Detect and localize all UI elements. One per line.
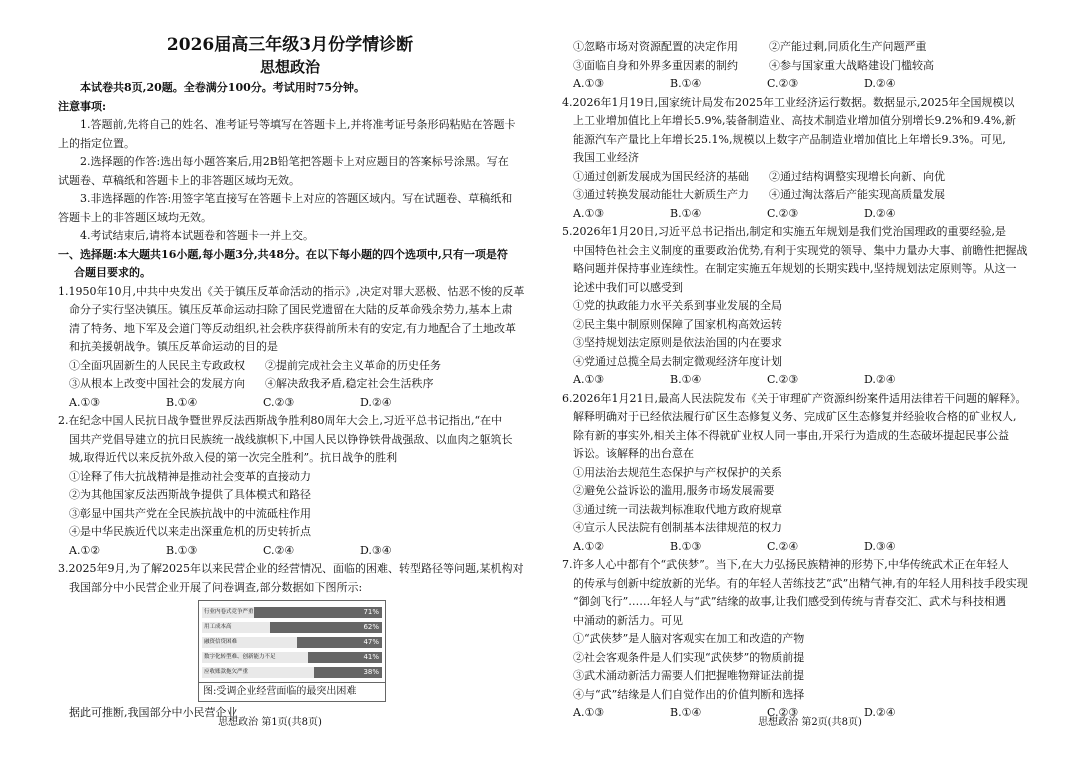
question-stem: 能源汽车产量比上年增长25.1%,规模以上数字产品制造业增加值比上年增长9.3%。可见, — [573, 132, 1006, 146]
statement-item: ④通过淘汰落后产能实现高质量发展 — [769, 188, 945, 201]
statement-item: ③通过统一司法裁判标准取代地方政府规章 — [573, 502, 782, 516]
chart-value-label: 47% — [363, 638, 379, 646]
question-stem: 略问题并保持事业连续性。在制定实施五年规划的长期实践中,坚持规划法定原则等。从这一 — [573, 262, 1017, 275]
statement-item: ③武术涌动新活力需要人们把握唯物辩证法前提 — [573, 669, 804, 682]
statement-item: ①诠释了伟大抗战精神是推动社会变革的直接动力 — [69, 469, 311, 483]
statement-item: ③从根本上改变中国社会的发展方向 — [69, 377, 245, 390]
statement-item: ①党的执政能力水平关系到事业发展的全局 — [573, 299, 782, 312]
statement-item: ②产能过剩,同质化生产问题严重 — [769, 40, 927, 53]
notice-line: 2.选择题的作答:选出每小题答案后,用2B铅笔把答题卡上对应题目的答案标号涂黑。写在 — [80, 155, 509, 168]
option-d: D.②④ — [864, 206, 896, 220]
exam-info: 本试卷共8页,20题。全卷满分100分。考试用时75分钟。 — [80, 81, 366, 94]
statement-item: ③通过转换发展动能壮大新质生产力 — [573, 188, 749, 201]
question-stem: 命分子实行坚决镇压。镇压反革命运动扫除了国民党遗留在大陆的反革命残余势力,基本上肃 — [69, 303, 513, 316]
question-stem: 清了特务、地下军及会道门等反动组织,社会秩序获得前所未有的安定,有力地配合了土地改革 — [69, 321, 516, 335]
chart-category-label: 应收账款拖欠严重 — [204, 669, 249, 675]
answer-options — [562, 75, 1050, 94]
statement-item: ③彰显中国共产党在全民族抗战中的中流砥柱作用 — [69, 506, 311, 520]
question-stem: 我国工业经济 — [573, 151, 639, 164]
section-heading: 合题目要求的。 — [74, 266, 151, 279]
chart-bar-row — [202, 637, 382, 648]
question-stem: 的传承与创新中绽放新的光华。有的年轻人苦练技艺“武”出精气神,有的年轻人用科技手段实现 — [573, 576, 1028, 590]
option-c: C.②③ — [263, 395, 295, 409]
option-a: A.①③ — [69, 395, 101, 409]
chart-caption: 图:受调企业经营面临的最突出困难 — [199, 682, 385, 701]
page-2 — [540, 0, 1080, 764]
question-1 — [58, 283, 525, 413]
question-stem: 7.许多人心中都有个“武侠梦”。当下,在大力弘扬民族精神的形势下,中华传统武术正在年轻人 — [562, 558, 1009, 571]
statement-item: ④参与国家重大战略建设门槛较高 — [769, 58, 934, 72]
option-d: D.③④ — [360, 543, 392, 557]
question-stem: “御剑飞行”……年轻人与“武”结缘的故事,让我们感受到传统与青春交汇、武术与科技相遇 — [573, 595, 1006, 608]
option-b: B.①③ — [166, 543, 198, 557]
option-a: A.①③ — [573, 373, 605, 386]
chart-category-label: 用工成本高 — [204, 624, 232, 630]
statement-item: ①通过创新发展成为国民经济的基础 — [573, 169, 749, 183]
statement-item: ④解决敌我矛盾,稳定社会生活秩序 — [265, 377, 434, 390]
question-5 — [562, 223, 1050, 390]
answer-options — [58, 394, 522, 413]
question-stem: 4.2026年1月19日,国家统计局发布2025年工业经济运行数据。数据显示,2025年全国规模以 — [562, 95, 1015, 109]
option-d: D.③④ — [864, 539, 896, 553]
option-b: B.①④ — [670, 77, 702, 90]
statement-row — [58, 357, 522, 376]
notice-heading: 注意事项: — [58, 99, 107, 113]
statement-row — [58, 375, 522, 394]
question-stem: 6.2026年1月21日,最高人民法院发布《关于审理矿产资源纠纷案件适用法律若干问题的解释》。 — [562, 391, 1027, 405]
option-c: C.②③ — [767, 373, 799, 386]
option-d: D.②④ — [864, 77, 896, 90]
question-stem: 5.2026年1月20日,习近平总书记指出,制定和实施五年规划是我们党治国理政的重要经验,是 — [562, 225, 1006, 238]
option-a: A.①③ — [573, 77, 605, 90]
statement-item: ②为其他国家反法西斯战争提供了具体模式和路径 — [69, 488, 311, 501]
difficulty-bar-chart — [198, 600, 386, 702]
option-c: C.②③ — [767, 706, 799, 719]
chart-bars — [202, 607, 382, 678]
question-stem: 我国部分中小民营企业开展了问卷调查,部分数据如下图所示: — [69, 580, 363, 594]
statement-item: ②社会客观条件是人们实现“武侠梦”的物质前提 — [573, 650, 805, 664]
notice-line: 上的指定位置。 — [58, 136, 135, 150]
question-stem: 中国特色社会主义制度的重要政治优势,有利于实现党的领导、集中力量办大事、前瞻性把握战 — [573, 243, 1028, 257]
statement-item: ③面临自身和外界多重因素的制约 — [573, 58, 738, 72]
question-stem: 中涌动的新活力。可见 — [573, 613, 683, 627]
statement-item: ④是中华民族近代以来走出深重危机的历史转折点 — [69, 525, 311, 538]
question-3 — [58, 560, 522, 723]
option-d: D.②④ — [360, 395, 392, 409]
question-4 — [562, 94, 1050, 224]
option-b: B.①④ — [670, 206, 702, 220]
question-stem: 1.1950年10月,中共中央发出《关于镇压反革命活动的指示》,决定对罪大恶极、怙恶不悛的反革 — [58, 284, 525, 298]
page-footer: 思想政治 第2页(共8页) — [758, 717, 862, 728]
exam-title: 2026届高三年级3月份学情诊断 — [166, 35, 414, 55]
section-heading: 一、选择题:本大题共16小题,每小题3分,共48分。在以下每小题的四个选项中,只有一项是符 — [58, 247, 508, 261]
question-stem: 3.2025年9月,为了解2025年以来民营企业的经营情况、面临的困难、转型路径等问题,某机构对 — [58, 562, 524, 575]
statement-item: ①“武侠梦”是人脑对客观实在加工和改造的产物 — [573, 632, 805, 645]
question-6 — [562, 390, 1050, 557]
answer-options — [562, 538, 1050, 557]
notice-line: 1.答题前,先将自己的姓名、准考证号等填写在答题卡上,并将准考证号条形码粘贴在答题卡 — [80, 118, 516, 131]
option-c: C.②④ — [767, 539, 799, 553]
question-stem: 和抗美援朝战争。镇压反革命运动的目的是 — [69, 340, 278, 353]
chart-category-label: 数字化转型难、创新能力不足 — [204, 654, 276, 660]
option-d: D.②④ — [864, 706, 896, 719]
chart-value-label: 71% — [363, 608, 379, 616]
chart-bar-row — [202, 667, 382, 678]
statement-item: ②提前完成社会主义革命的历史任务 — [265, 358, 441, 372]
chart-bar-row — [202, 607, 382, 618]
question-stem: 诉讼。该解释的出台意在 — [573, 447, 694, 460]
statement-item: ④与“武”结缘是人们自觉作出的价值判断和选择 — [573, 687, 805, 701]
option-b: B.①④ — [166, 395, 198, 409]
question-stem: 论述中我们可以感受到 — [573, 280, 683, 294]
answer-options — [562, 371, 1050, 390]
statement-item: ②通过结构调整实现增长向新、向优 — [769, 169, 945, 183]
option-a: A.①② — [69, 543, 101, 557]
chart-value-label: 38% — [363, 668, 379, 676]
statement-item: ③坚持规划法定原则是依法治国的内在要求 — [573, 336, 782, 349]
option-c: C.②④ — [263, 543, 295, 557]
question-stem: 除有新的事实外,相关主体不得就矿业权人同一事由,开采行为造成的生态破坏提起民事公益 — [573, 428, 1009, 442]
question-stem: 据此可推断,我国部分中小民营企业 — [69, 706, 238, 719]
question-stem: 城,取得近代以来反抗外敌入侵的第一次完全胜利”。抗日战争的胜利 — [69, 451, 398, 464]
question-stem: 解释明确对于已经依法履行矿区生态修复义务、完成矿区生态修复并经验收合格的矿业权人, — [573, 410, 1017, 423]
option-b: B.①③ — [670, 539, 702, 553]
chart-bar-row — [202, 622, 382, 633]
option-c: C.②③ — [767, 206, 799, 220]
statement-item: ①全面巩固新生的人民民主专政政权 — [69, 358, 245, 372]
chart-bar-row — [202, 652, 382, 663]
statement-item: ②民主集中制原则保障了国家机构高效运转 — [573, 317, 782, 331]
question-7 — [562, 556, 1050, 723]
chart-category-label: 行业内卷式竞争严重 — [204, 609, 254, 615]
notice-line: 试题卷、草稿纸和答题卡上的非答题区域均无效。 — [58, 173, 300, 187]
question-stem: 2.在纪念中国人民抗日战争暨世界反法西斯战争胜利80周年大会上,习近平总书记指出,“在中 — [58, 414, 503, 427]
page-footer: 思想政治 第1页(共8页) — [218, 717, 322, 728]
option-a: A.①② — [573, 539, 605, 553]
notice-line: 答题卡上的非答题区域均无效。 — [58, 210, 212, 224]
question-stem: 上工业增加值比上年增长5.9%,装备制造业、高技术制造业增加值分别增长9.2%和9.4%,新 — [573, 114, 1016, 127]
notice-line: 4.考试结束后,请将本试题卷和答题卡一并上交。 — [80, 229, 314, 242]
option-b: B.①④ — [670, 373, 702, 386]
statement-item: ④党通过总揽全局去制定微观经济年度计划 — [573, 354, 782, 368]
chart-value-label: 62% — [363, 623, 379, 631]
question-stem: 国共产党倡导建立的抗日民族统一战线旗帜下,中国人民以铮铮铁骨战强敌、以血肉之躯筑长 — [69, 432, 513, 446]
exam-subject: 思想政治 — [259, 58, 320, 76]
statement-row — [562, 38, 1050, 57]
chart-category-label: 融资信贷困难 — [204, 639, 238, 645]
option-d: D.②④ — [864, 373, 896, 386]
statement-item: ④宣示人民法院有创制基本法律规范的权力 — [573, 521, 782, 534]
statement-item: ②避免公益诉讼的滥用,服务市场发展需要 — [573, 484, 775, 497]
answer-options — [58, 542, 522, 561]
option-b: B.①④ — [670, 706, 702, 719]
statement-row — [562, 186, 1050, 205]
option-a: A.①③ — [573, 706, 605, 719]
statement-item: ①用法治去规范生态保护与产权保护的关系 — [573, 465, 782, 479]
question-3-continued — [562, 38, 1050, 94]
statement-item: ①忽略市场对资源配置的决定作用 — [573, 40, 738, 53]
option-c: C.②③ — [767, 77, 799, 90]
answer-options — [562, 205, 1050, 224]
notice-line: 3.非选择题的作答:用签字笔直接写在答题卡上对应的答题区域内。写在试题卷、草稿纸和 — [80, 192, 513, 205]
statement-row — [562, 57, 1050, 76]
question-2 — [58, 412, 522, 560]
statement-row — [562, 168, 1050, 187]
chart-value-label: 41% — [363, 653, 379, 661]
option-a: A.①③ — [573, 206, 605, 220]
